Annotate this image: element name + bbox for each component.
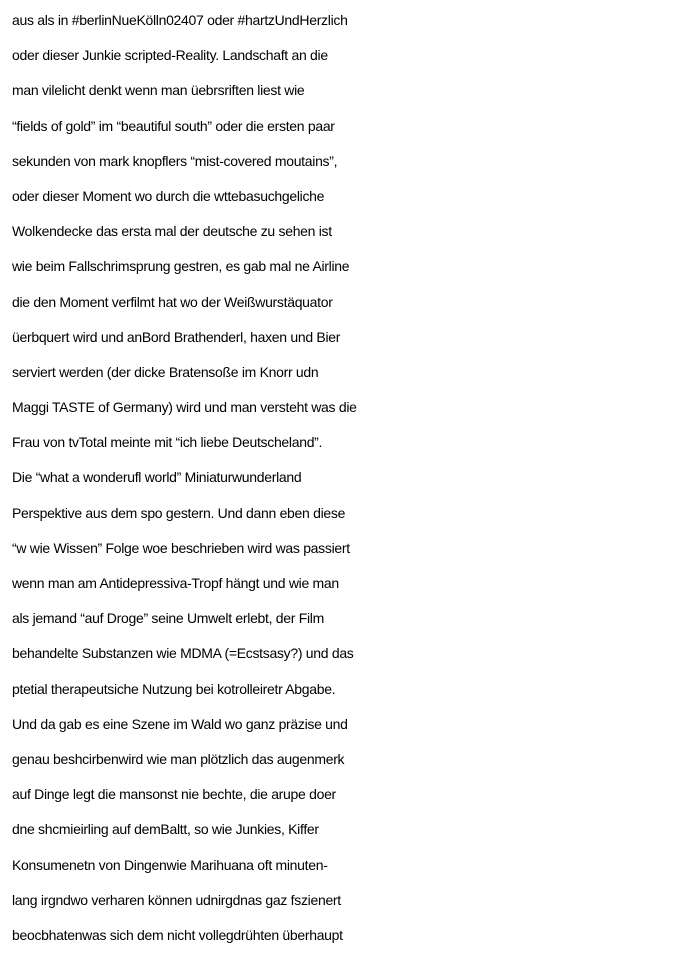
text-line: Perspektive aus dem spo gestern. Und dann eben diese — [12, 504, 346, 521]
text-line: Frau von tvTotal meinte mit “ich liebe Deutscheland”. — [12, 434, 323, 451]
text-line: üerbquert wird und anBord Brathenderl, haxen und Bier — [12, 328, 341, 345]
text-line: sekunden von mark knopflers “mist-covered moutains”, — [12, 152, 338, 169]
text-line: aus als in #berlinNueKölln02407 oder #hartzUndHerzlich — [12, 12, 348, 28]
text-line: serviert werden (der dicke Bratensoße im Knorr udn — [12, 363, 319, 380]
text-line: ptetial therapeutsiche Nutzung bei kotrolleiretr Abgabe. — [12, 680, 336, 697]
text-line: “fields of gold” im “beautiful south” oder die ersten paar — [12, 117, 335, 134]
text-line: auf Dinge legt die mansonst nie bechte, die arupe doer — [12, 786, 336, 803]
text-line: Konsumenetn von Dingenwie Marihuana oft minuten- — [12, 856, 328, 873]
body-text — [12, 3, 684, 953]
text-line: Wolkendecke das ersta mal der deutsche zu sehen ist — [12, 223, 332, 240]
text-line: Die “what a wonderufl world” Miniaturwunderland — [12, 469, 302, 486]
text-line: oder dieser Moment wo durch die wttebasuchgeliche — [12, 187, 325, 204]
text-line: man vilelicht denkt wenn man üebrsriften liest wie — [12, 82, 305, 99]
text-line: wie beim Fallschrimsprung gestren, es gab mal ne Airline — [12, 258, 350, 275]
text-line: beocbhatenwas sich dem nicht vollegdrühten überhaupt — [12, 926, 343, 943]
text-line: behandelte Substanzen wie MDMA (=Ecstsasy?) und das — [12, 645, 354, 662]
text-line: genau beshcirbenwird wie man plötzlich das augenmerk — [12, 750, 345, 767]
text-line: Maggi TASTE of Germany) wird und man versteht was die — [12, 399, 357, 416]
text-line: dne shcmieirling auf demBaltt, so wie Junkies, Kiffer — [12, 821, 319, 838]
text-line: Und da gab es eine Szene im Wald wo ganz präzise und — [12, 715, 348, 732]
text-line: “w wie Wissen” Folge woe beschrieben wird was passiert — [12, 539, 350, 556]
text-line: oder dieser Junkie scripted-Reality. Landschaft an die — [12, 47, 328, 64]
text-line: als jemand “auf Droge” seine Umwelt erlebt, der Film — [12, 610, 324, 627]
text-line: lang irgndwo verharen können udnirgdnas gaz fszienert — [12, 891, 341, 908]
text-line: die den Moment verfilmt hat wo der Weißwurstäquator — [12, 293, 333, 310]
text-line: wenn man am Antidepressiva-Tropf hängt und wie man — [12, 575, 339, 591]
